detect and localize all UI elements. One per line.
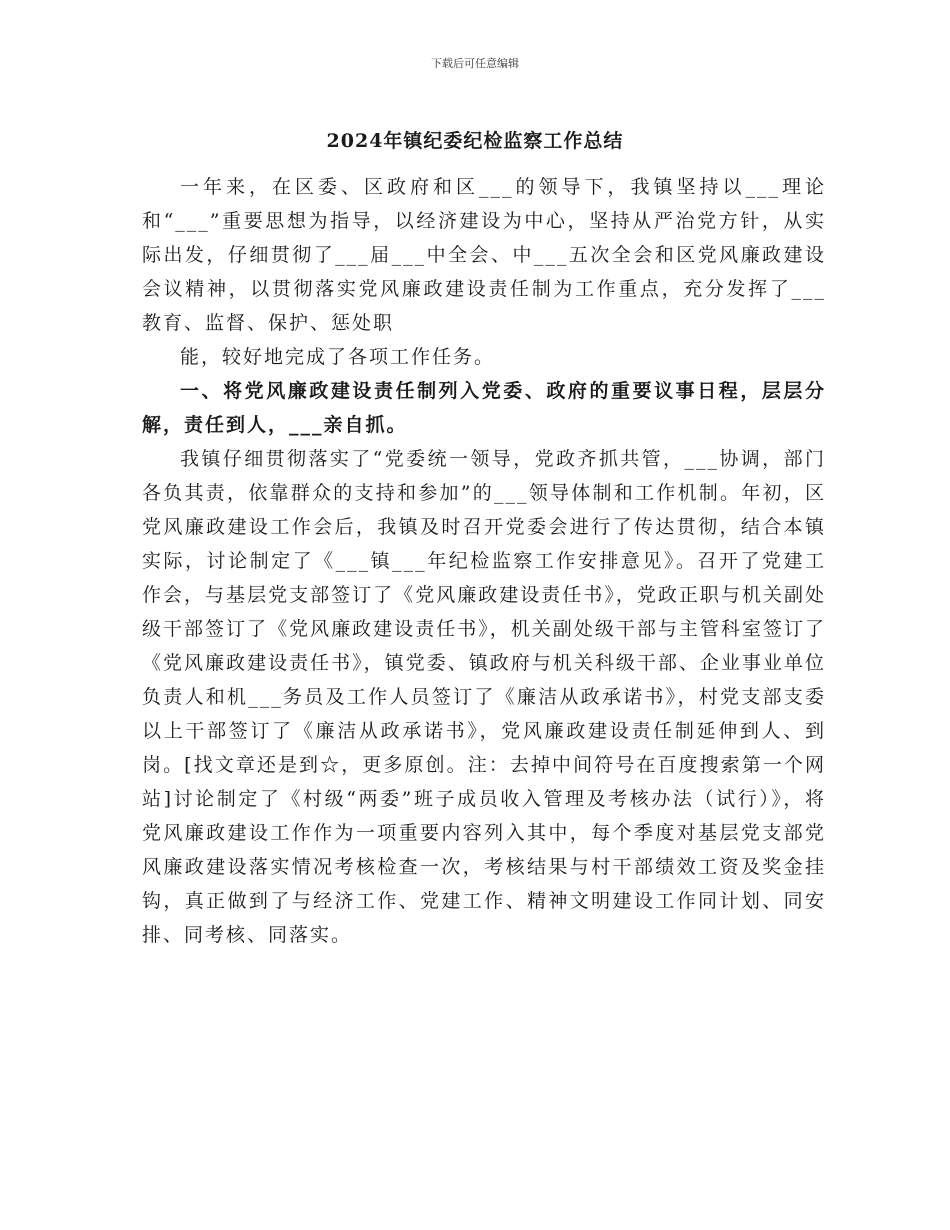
page-header-note: 下载后可任意编辑	[431, 57, 519, 70]
intro-paragraph-continued: 能，较好地完成了各项工作任务。	[180, 346, 496, 368]
intro-paragraph: 一年来，在区委、区政府和区___的领导下，我镇坚持以___理论和“___”重要思想为指导，以经济建设为中心，坚持从严治党方针，从实际出发，仔细贯彻了___届___中全会、中___五次全会和区党风廉政建设会议精神，以贯彻落实党风廉政建设责任制为工作重点，充分发挥了___教育、监督、保护、惩处职	[142, 176, 826, 334]
document-title: 2024年镇纪委纪检监察工作总结	[326, 130, 624, 152]
section-1-body: 我镇仔细贯彻落实了“党委统一领导，党政齐抓共管，___协调，部门各负其责，依靠群众的支持和参加”的___领导体制和工作机制。年初，区党风廉政建设工作会后，我镇及时召开党委会进行了传达贯彻，结合本镇实际，讨论制定了《___镇___年纪检监察工作安排意见》。召开了党建工作会，与基层党支部签订了《党风廉政建设责任书》，党政正职与机关副处级干部签订了《党风廉政建设责任书》，机关副处级干部与主管科室签订了《党风廉政建设责任书》，镇党委、镇政府与机关科级干部、企业事业单位负责人和机___务员及工作人员签订了《廉洁从政承诺书》，村党支部支委以上干部签订了《廉洁从政承诺书》，党风廉政建设责任制延伸到人、到岗。[找文章还是到☆，更多原创。注：去掉中间符号在百度搜索第一个网站]讨论制定了《村级“两委”班子成员收入管理及考核办法（试行）》，将党风廉政建设工作作为一项重要内容列入其中，每个季度对基层党支部党风廉政建设落实情况考核检查一次，考核结果与村干部绩效工资及奖金挂钩，真正做到了与经济工作、党建工作、精神文明建设工作同计划、同安排、同考核、同落实。	[142, 448, 826, 946]
document-body	[142, 170, 826, 952]
section-heading-1: 一、将党风廉政建设责任制列入党委、政府的重要议事日程，层层分解，责任到人，___亲自抓。	[142, 380, 826, 436]
